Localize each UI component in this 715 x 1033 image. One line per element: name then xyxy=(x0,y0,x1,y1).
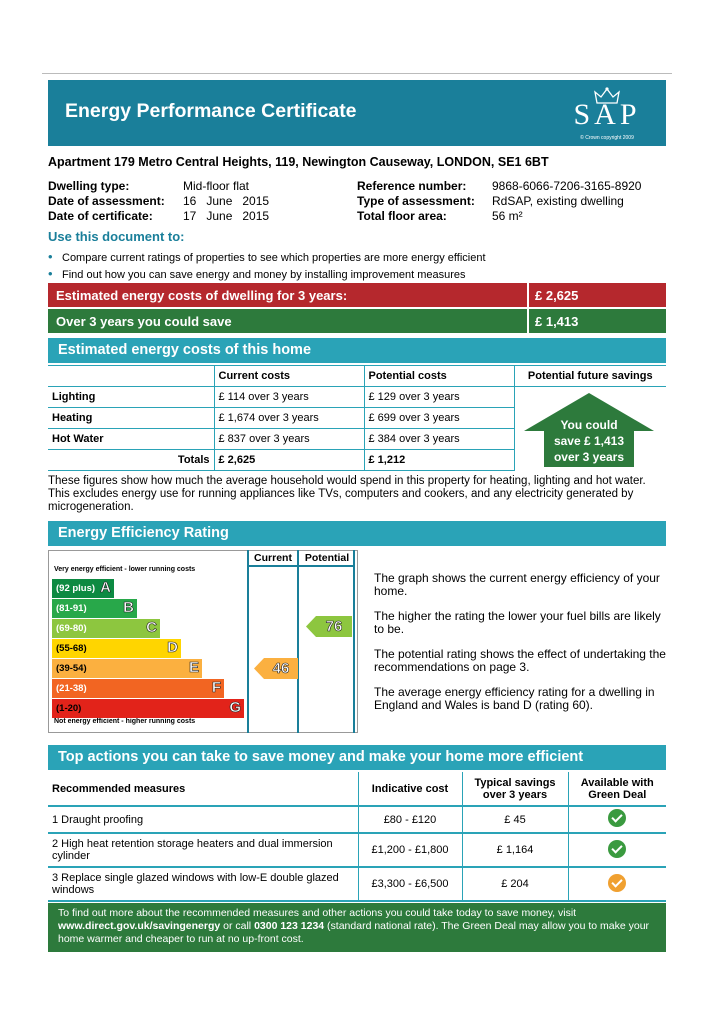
potential-saving-value: £ 1,413 xyxy=(535,314,579,329)
top-rule xyxy=(42,73,672,74)
table-row: 1 Draught proofing £80 - £120 £ 45 xyxy=(48,806,666,833)
column-header: Indicative cost xyxy=(358,772,462,806)
energy-rating-chart xyxy=(48,550,358,733)
estimated-costs-bar xyxy=(48,283,666,307)
current-column-header: Current xyxy=(254,552,292,564)
table-header-row xyxy=(48,772,666,806)
savings-line: You could xyxy=(560,418,618,432)
table-header-row xyxy=(48,366,666,387)
potential-saving-bar xyxy=(48,309,666,333)
dwelling-type-label: Dwelling type: xyxy=(48,179,130,193)
table-row: 2 High heat retention storage heaters and dual immersion cylinder £1,200 - £1,800 £ 1,164 xyxy=(48,833,666,867)
column-header: Available with Green Deal xyxy=(568,772,666,806)
potential-rating-marker xyxy=(306,616,352,637)
savings-arrow xyxy=(522,391,656,469)
table-row: Hot Water £ 837 over 3 years £ 384 over 3 years xyxy=(48,429,666,450)
rating-section-header: Energy Efficiency Rating xyxy=(48,521,666,546)
certificate-header xyxy=(48,80,666,146)
column-header: Current costs xyxy=(214,366,364,387)
rating-band-f: (21-38) F xyxy=(52,679,224,698)
rating-paragraph: The potential rating shows the effect of undertaking the recommendations on page 3. xyxy=(374,647,666,674)
column-header: Recommended measures xyxy=(48,772,358,806)
estimated-costs-label: Estimated energy costs of dwelling for 3 years: xyxy=(56,288,348,303)
reference-label: Reference number: xyxy=(357,179,467,193)
column-header: Potential costs xyxy=(364,366,514,387)
sap-logo-letters: SAP xyxy=(573,98,641,131)
sap-logo xyxy=(566,86,648,142)
copyright-note: © Crown copyright 2009 xyxy=(580,135,634,141)
assessment-type-value: RdSAP, existing dwelling xyxy=(492,194,624,208)
top-efficiency-note: Very energy efficient - lower running costs xyxy=(54,566,196,573)
list-item: • Compare current ratings of properties to see which properties are more energy efficient xyxy=(48,249,486,264)
rating-paragraph: The average energy efficiency rating for a dwelling in England and Wales is band D (rating 60). xyxy=(374,685,655,712)
rating-paragraph: The graph shows the current energy efficiency of your home. xyxy=(374,571,660,598)
floor-area-label: Total floor area: xyxy=(357,209,447,223)
rating-paragraph: The higher the rating the lower your fuel bills are likely to be. xyxy=(374,609,661,636)
table-row: Lighting £ 114 over 3 years £ 129 over 3 years xyxy=(48,387,666,408)
savings-line: save £ 1,413 xyxy=(553,434,625,448)
page-title: Energy Performance Certificate xyxy=(65,100,357,122)
phone-number: 0300 123 1234 xyxy=(254,920,325,932)
list-item: • Find out how you can save energy and money by installing improvement measures xyxy=(48,266,466,281)
property-address: Apartment 179 Metro Central Heights, 119, Newington Causeway, LONDON, SE1 6BT xyxy=(48,155,549,169)
actions-section-header: Top actions you can take to save money and make your home more efficient xyxy=(48,745,666,770)
potential-column-header: Potential xyxy=(304,552,350,564)
rating-band-c: (69-80) C xyxy=(52,619,160,638)
potential-rating-value: 76 xyxy=(325,618,343,635)
rating-band-g: (1-20) G xyxy=(52,699,244,718)
reference-value: 9868-6066-7206-3165-8920 xyxy=(492,179,642,193)
savings-website-link[interactable]: www.direct.gov.uk/savingenergy xyxy=(58,920,221,932)
costs-note: These figures show how much the average household would spend in this property for heating, lighting and hot water. This excludes energy use for running appliances like TVs, computers and cookers, and any electricity generated by microgeneration. xyxy=(48,475,646,513)
use-document-heading: Use this document to: xyxy=(48,229,185,244)
dwelling-type-value: Mid-floor flat xyxy=(183,179,250,193)
rating-band-e: (39-54) E xyxy=(52,659,202,678)
rating-band-a: (92 plus) A xyxy=(52,579,114,598)
certificate-date-label: Date of certificate: xyxy=(48,209,153,223)
column-header: Potential future savings xyxy=(514,366,666,387)
potential-saving-label: Over 3 years you could save xyxy=(56,314,232,329)
rating-band-b: (81-91) B xyxy=(52,599,137,618)
table-row: 3 Replace single glazed windows with low-E double glazed windows £3,300 - £6,500 £ 204 xyxy=(48,867,666,901)
totals-row: Totals £ 2,625 £ 1,212 xyxy=(48,450,666,471)
assessment-date-label: Date of assessment: xyxy=(48,194,165,208)
current-rating-marker xyxy=(254,658,298,679)
use-document-list xyxy=(48,249,486,283)
certificate-date-value: 17 June 2015 xyxy=(183,209,270,223)
footer-info-bar: To find out more about the recommended measures and other actions you could take today to save money, visit www.direct.gov.uk/savingenergy or call 0300 123 1234 (standard national rate). The Green Deal may allow you to make your home warmer and cheaper to run at no up-front cost. xyxy=(48,903,666,952)
assessment-date-value: 16 June 2015 xyxy=(183,194,270,208)
amber-check-icon xyxy=(608,874,626,892)
green-check-icon xyxy=(608,809,626,827)
assessment-type-label: Type of assessment: xyxy=(357,194,475,208)
bottom-efficiency-note: Not energy efficient - higher running costs xyxy=(54,718,196,725)
rating-explanation xyxy=(374,572,666,724)
floor-area-value: 56 m² xyxy=(492,209,523,223)
estimated-costs-value: £ 2,625 xyxy=(535,288,579,303)
table-row: Heating £ 1,674 over 3 years £ 699 over 3 years xyxy=(48,408,666,429)
actions-table xyxy=(48,772,666,902)
column-header: Typical savings over 3 years xyxy=(462,772,568,806)
green-check-icon xyxy=(608,840,626,858)
rating-band-d: (55-68) D xyxy=(52,639,181,658)
costs-section-header: Estimated energy costs of this home xyxy=(48,338,666,363)
savings-line: over 3 years xyxy=(553,450,625,464)
current-rating-value: 46 xyxy=(272,660,290,677)
